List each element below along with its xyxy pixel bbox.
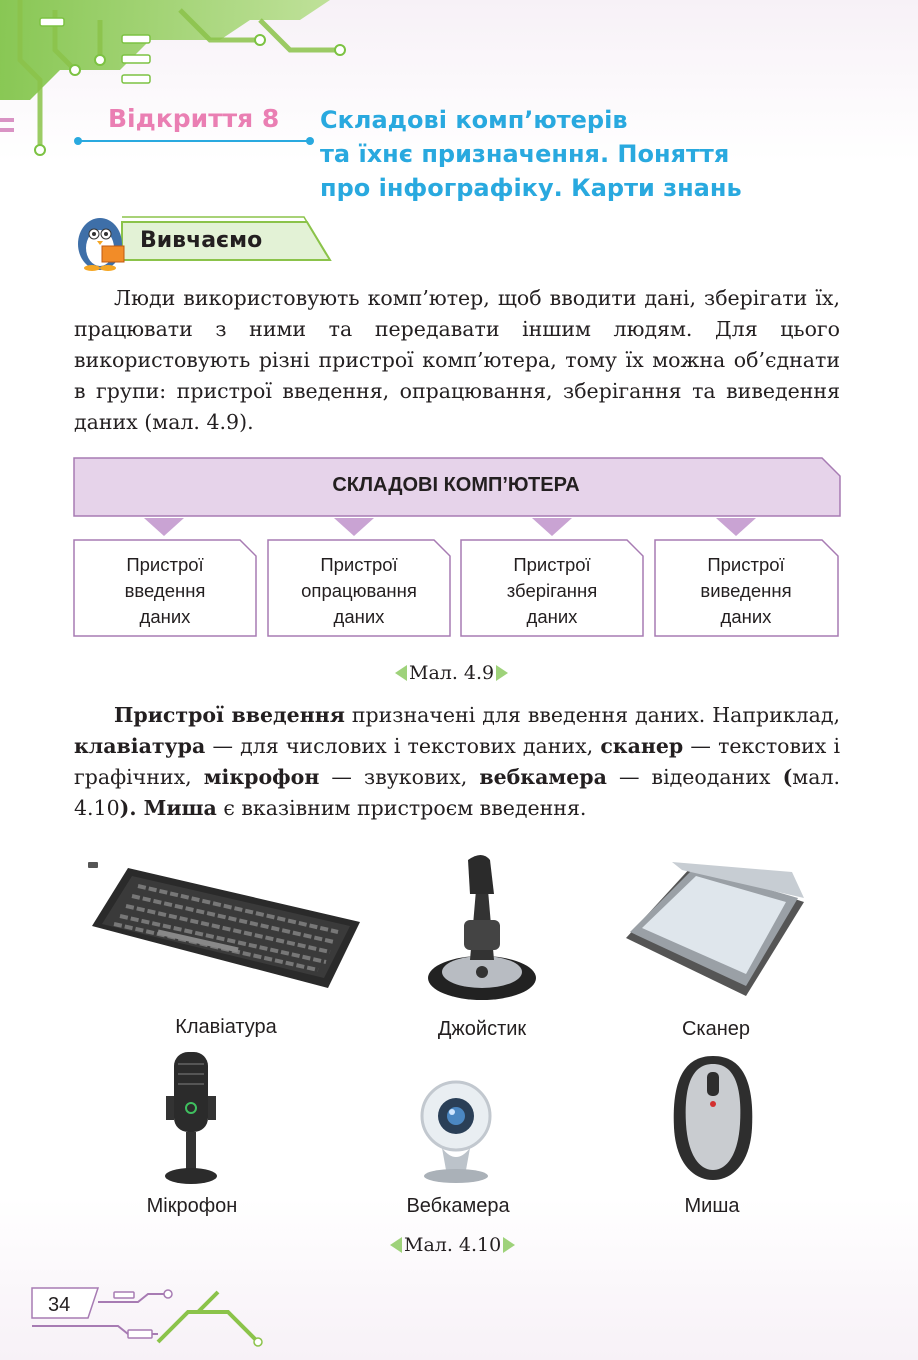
mouse-label: Миша [684, 1195, 740, 1217]
diagram-box-line: Пристрої [707, 554, 785, 575]
microphone-label: Мікрофон [146, 1195, 238, 1217]
caption-right-arrow-icon [503, 1237, 515, 1253]
diagram-box-input [74, 552, 256, 630]
intro-paragraph [74, 283, 840, 438]
mouse-icon [670, 1054, 756, 1182]
scanner-icon [622, 862, 808, 1000]
lesson-divider-line [78, 140, 310, 142]
diagram-title: СКЛАДОВІ КОМП’ЮТЕРА [332, 474, 580, 496]
penguin-mascot-icon [78, 218, 124, 271]
input-devices-text: Пристрої введення призначені для введення даних. Наприклад, клавіатура — для числових і текстових даних, сканер — текстових і графічних, мікрофон — звукових, вебкамера — відеоданих (мал. 4.10). Миша є вказівним пристроєм введення. [74, 703, 840, 820]
diagram-box-line: даних [720, 606, 772, 627]
joystick-icon [424, 850, 540, 1010]
microphone-icon [160, 1050, 220, 1186]
lesson-title [320, 103, 780, 205]
circuit-decoration-bottom [28, 1282, 278, 1352]
lesson-title-line: Складові комп’ютерів [320, 106, 628, 134]
input-devices-paragraph [74, 700, 840, 824]
diagram-box-output [655, 552, 837, 630]
figure-caption: Мал. 4.9 [395, 662, 508, 684]
caption-left-arrow-icon [390, 1237, 402, 1253]
diagram-box-line: опрацювання [301, 580, 417, 601]
intro-paragraph-text: Люди використовують комп’ютер, щоб вводити дані, зберігати їх, працювати з ними та передавати іншим людям. Для цього використовують різні пристрої комп’ютера, тому їх можна об’єднати в групи: пристрої введення, опрацювання, зберігання та виведення даних (мал. 4.9). [74, 286, 840, 434]
diagram-box-line: зберігання [506, 580, 598, 601]
diagram-box-line: даних [333, 606, 385, 627]
keyboard-icon [88, 862, 364, 992]
figure-caption: Мал. 4.10 [390, 1234, 515, 1256]
lesson-label: Відкриття 8 [108, 104, 280, 133]
scanner-label: Сканер [681, 1018, 751, 1040]
diagram-box-line: Пристрої [320, 554, 398, 575]
keyboard-label: Клавіатура [175, 1016, 277, 1038]
webcam-icon [412, 1078, 500, 1184]
webcam-label: Вебкамера [406, 1195, 510, 1217]
diagram-box-line: Пристрої [513, 554, 591, 575]
diagram-box-line: Пристрої [126, 554, 204, 575]
diagram-box-storage [461, 552, 643, 630]
lesson-title-line: про інфографіку. Карти знань [320, 174, 742, 202]
diagram-box-line: даних [526, 606, 578, 627]
diagram-box-line: введення [124, 580, 206, 601]
joystick-label: Джойстик [437, 1018, 527, 1040]
diagram-box-line: даних [139, 606, 191, 627]
lesson-title-line: та їхнє призначення. Поняття [320, 140, 730, 168]
page-number: 34 [48, 1294, 71, 1316]
diagram-box-line: виведення [700, 580, 792, 601]
diagram-box-processing [268, 552, 450, 630]
caption-left-arrow-icon [395, 665, 407, 681]
caption-right-arrow-icon [496, 665, 508, 681]
section-label: Вивчаємо [140, 228, 263, 253]
